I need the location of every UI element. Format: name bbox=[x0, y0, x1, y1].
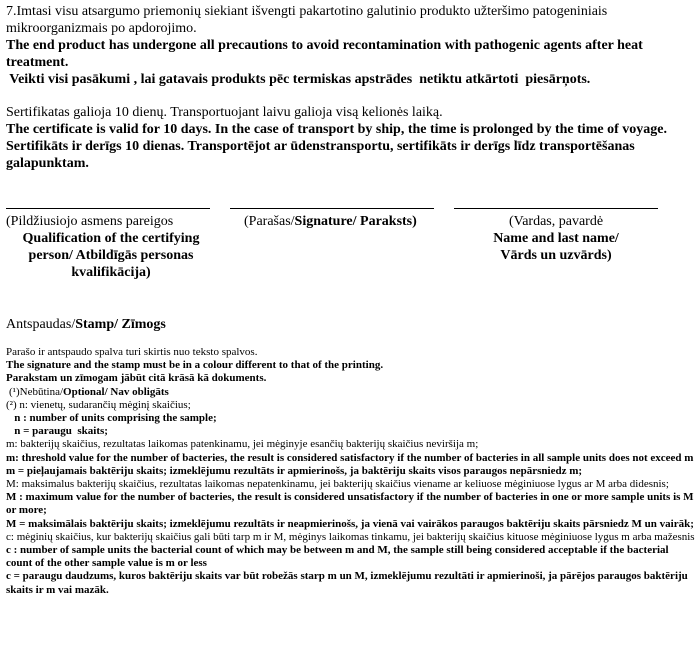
note-m-en: m: threshold value for the number of bacteries, the result is considered satisfactory if the number of bacteries in all sample units does not exceed m bbox=[6, 451, 694, 464]
note-m-lv: m = pieļaujamais baktēriju skaits; izmeklējumu rezultāts ir apmierinošs, ja baktēriju skaits visos paraugos nepārsniedz m; bbox=[6, 464, 583, 477]
name-line bbox=[454, 208, 658, 209]
qualification-line bbox=[6, 208, 210, 209]
certificate-lv: Sertifikāts ir derīgs 10 dienas. Transportējot ar ūdenstransportu, sertifikāts ir derīgs līdz transportēšanas galapunktam. bbox=[6, 139, 635, 171]
note-M-lv: M = maksimālais baktēriju skaits; izmeklējumu rezultāts ir neapmierinošs, ja vienā vai vairākos paraugos baktēriju skaits pārsniedz M un vairāk; bbox=[6, 517, 694, 530]
note-color-en: The signature and the stamp must be in a colour different to that of the printing. bbox=[6, 359, 384, 372]
signature-lt: (Parašas/ bbox=[244, 214, 295, 229]
name-lv: Vārds un uzvārds) bbox=[500, 248, 612, 263]
n-mark: (²) bbox=[6, 398, 17, 411]
optional-mark: (¹) bbox=[9, 385, 20, 398]
note-c-lt: c: mėginių skaičius, kur bakterijų skaičius gali būti tarp m ir M, mėginys laikomas tinkamu, jei bakterijų skaičius kituose mėginiuose lygus m arba mažesnis bbox=[6, 530, 695, 543]
note-optional bbox=[6, 386, 696, 399]
stamp-label bbox=[6, 316, 696, 333]
qualification-en-lv: Qualification of the certifying person/ Atbildīgās personas kvalifikācija) bbox=[22, 231, 200, 280]
note-c-en: c : number of sample units the bacterial count of which may be between m and M, the sample still being considered acceptable if the bacterial count of the other sample value is m or less bbox=[6, 544, 669, 570]
section-7-lv: Veikti visi pasākumi , lai gatavais produkts pēc termiskas apstrādes netiktu atkārtoti piesārņots. bbox=[6, 72, 591, 87]
signature-label bbox=[244, 213, 444, 230]
name-lt: (Vardas, pavardė bbox=[508, 214, 604, 229]
note-m-lt: m: bakterijų skaičius, rezultatas laikomas patenkinamu, jei mėginyje esančių bakterijų skaičius neviršija m; bbox=[6, 438, 479, 451]
optional-en-lv: Optional/ Nav obligāts bbox=[63, 385, 169, 398]
signature-en-lv: Signature/ Paraksts) bbox=[294, 214, 417, 229]
section-7-lt: 7.Imtasi visu atsargumo priemonių siekiant išvengti pakartotino galutinio produkto užteršimo patogeniniais mikroorganizmais po apdorojimo. bbox=[6, 4, 608, 36]
notes bbox=[6, 346, 696, 597]
note-M-en: M : maximum value for the number of bacteries, the result is considered unsatisfactory if the number of bacteries in one or more sample units is M or more; bbox=[6, 491, 694, 517]
stamp-lt: Antspaudas/ bbox=[6, 317, 76, 332]
note-n-lt: (²) n: vienetų, sudarančių mėginį skaičius; bbox=[6, 398, 191, 411]
section-7-en: The end product has undergone all precautions to avoid recontamination with pathogenic agents after heat treatment. bbox=[6, 38, 643, 70]
name-label bbox=[454, 213, 658, 264]
name-en: Name and last name/ bbox=[493, 231, 619, 246]
qualification-lt: (Pildžiusiojo asmens pareigos bbox=[6, 214, 174, 229]
signature-line bbox=[230, 208, 434, 209]
optional-lt: Nebūtina/ bbox=[19, 385, 64, 398]
note-n-lv: n = paraugu skaits; bbox=[6, 425, 108, 438]
certificate-en: The certificate is valid for 10 days. In the case of transport by ship, the time is prolonged by the time of voyage. bbox=[6, 122, 667, 137]
note-color-lv: Parakstam un zīmogam jābūt citā krāsā kā dokuments. bbox=[6, 372, 267, 385]
note-M-lt: M: maksimalus bakterijų skaičius, rezultatas laikomas nepatenkinamu, jei bakterijų skaičius viename ar keliuose mėginiuose lygus ar M arba didesnis; bbox=[6, 478, 669, 491]
note-n-en: n : number of units comprising the sample; bbox=[6, 412, 217, 425]
stamp-en-lv: Stamp/ Zīmogs bbox=[75, 317, 166, 332]
section-7 bbox=[6, 3, 696, 88]
note-c-lv: c = paraugu daudzums, kuros baktēriju skaits var būt robežās starp m un M, izmeklējumu rezultāti ir apmierinoši, ja pārējos paraugos baktēriju skaits ir m vai mazāk. bbox=[6, 570, 688, 596]
certificate-validity bbox=[6, 104, 696, 172]
certificate-lt: Sertifikatas galioja 10 dienų. Transportuojant laivu galioja visą kelionės laiką. bbox=[6, 105, 443, 120]
qualification-label bbox=[6, 213, 216, 281]
note-color-lt: Parašo ir antspaudo spalva turi skirtis nuo teksto spalvos. bbox=[6, 346, 258, 358]
